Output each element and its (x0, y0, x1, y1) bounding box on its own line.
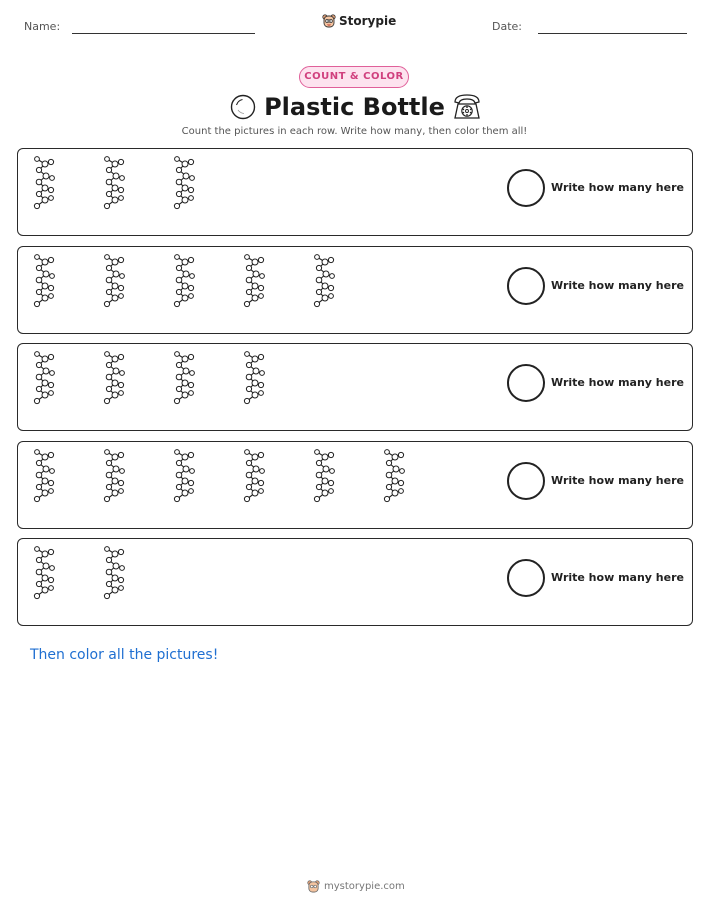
rotary-telephone-icon (451, 91, 483, 121)
footer-brand (307, 879, 405, 894)
answer-circle[interactable] (507, 364, 545, 402)
storypie-mascot-icon (322, 13, 336, 29)
answer-label: Write how many here (551, 278, 684, 292)
answer-circle[interactable] (507, 559, 545, 597)
storypie-mascot-icon (307, 879, 320, 894)
molecule-chain-icon[interactable] (241, 254, 265, 310)
answer-circle[interactable] (507, 462, 545, 500)
answer-circle[interactable] (507, 169, 545, 207)
page-title: Plastic Bottle (264, 93, 445, 121)
molecule-chain-icon[interactable] (311, 449, 335, 505)
date-write-line[interactable] (538, 33, 687, 34)
name-write-line[interactable] (72, 33, 255, 34)
molecule-chain-icon[interactable] (171, 254, 195, 310)
name-label: Name: (24, 20, 61, 33)
molecule-chain-icon[interactable] (31, 254, 55, 310)
answer-label: Write how many here (551, 376, 684, 389)
molecule-chain-icon[interactable] (241, 449, 265, 505)
storypie-logo (322, 13, 396, 29)
molecule-chain-icon[interactable] (171, 449, 195, 505)
molecule-chain-icon[interactable] (101, 449, 125, 505)
molecule-chain-icon[interactable] (101, 156, 125, 212)
molecule-chain-icon[interactable] (31, 449, 55, 505)
molecule-chain-icon[interactable] (241, 351, 265, 407)
molecule-chain-icon[interactable] (311, 254, 335, 310)
count-row (17, 441, 693, 529)
molecule-chain-icon[interactable] (101, 351, 125, 407)
answer-label: Write how many here (551, 473, 684, 487)
brand-name: Storypie (339, 14, 397, 28)
molecule-chain-icon[interactable] (381, 449, 405, 505)
answer-label: Write how many here (551, 181, 684, 194)
color-instruction: Then color all the pictures! (30, 647, 219, 663)
molecule-chain-icon[interactable] (101, 254, 125, 310)
count-row (17, 246, 693, 334)
molecule-chain-icon[interactable] (101, 546, 125, 602)
count-row (17, 148, 693, 236)
answer-label: Write how many here (551, 571, 684, 584)
count-row (17, 538, 693, 626)
molecule-chain-icon[interactable] (171, 156, 195, 212)
count-row (17, 343, 693, 431)
answer-circle[interactable] (507, 267, 545, 305)
worksheet-type-badge: COUNT & COLOR (299, 66, 409, 88)
instructions: Count the pictures in each row. Write how many, then color them all! (181, 126, 528, 137)
molecule-chain-icon[interactable] (31, 546, 55, 602)
molecule-chain-icon[interactable] (31, 351, 55, 407)
footer-site: mystorypie.com (324, 881, 405, 892)
molecule-chain-icon[interactable] (31, 156, 55, 212)
molecule-chain-icon[interactable] (171, 351, 195, 407)
date-label: Date: (492, 20, 522, 33)
